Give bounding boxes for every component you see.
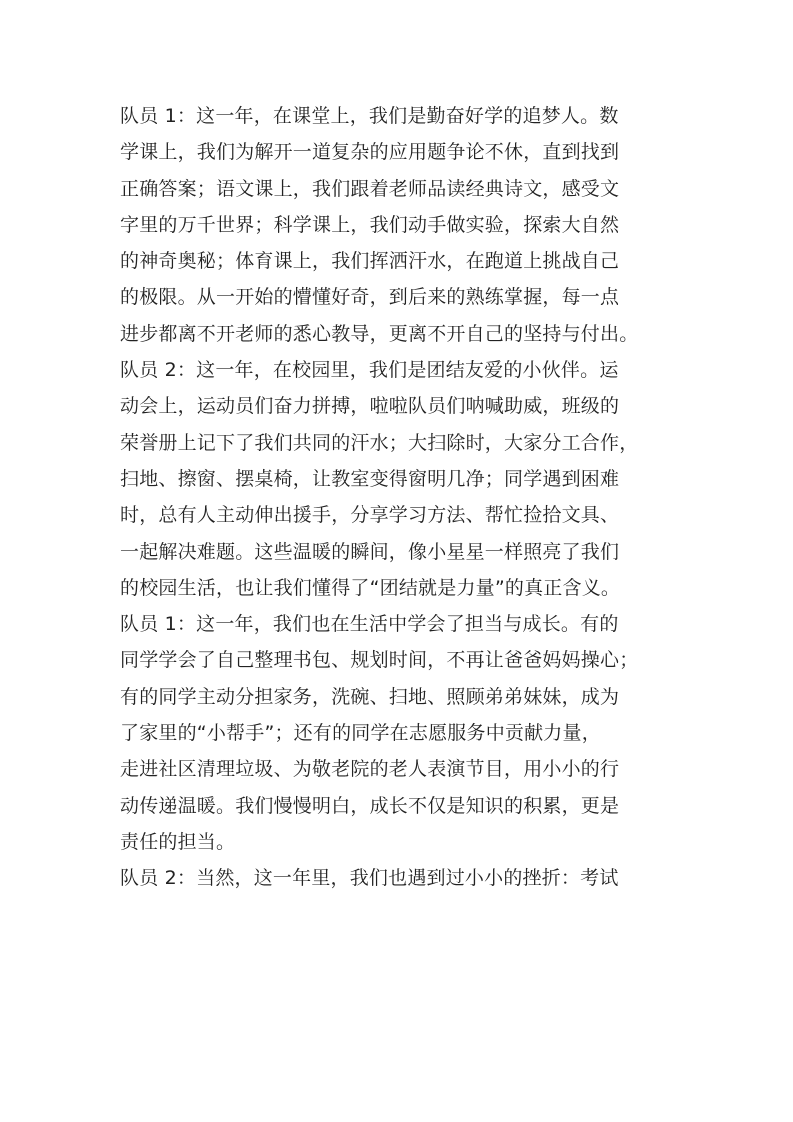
text-line: 的神奇奥秘；体育课上，我们挥洒汗水，在跑道上挑战自己 bbox=[120, 250, 620, 273]
text-line: 学课上，我们为解开一道复杂的应用题争论不休，直到找到 bbox=[120, 141, 620, 164]
text-line: 队员 2：这一年，在校园里，我们是团结友爱的小伙伴。运 bbox=[120, 359, 619, 382]
text-line: 队员 2：当然，这一年里，我们也遇到过小小的挫折：考试 bbox=[120, 867, 619, 890]
text-line: 字里的万千世界；科学课上，我们动手做实验，探索大自然 bbox=[120, 213, 620, 236]
body-text bbox=[120, 98, 680, 897]
text-line: 一起解决难题。这些温暖的瞬间，像小星星一样照亮了我们 bbox=[120, 540, 620, 563]
text-line: 的极限。从一开始的懵懂好奇，到后来的熟练掌握，每一点 bbox=[120, 286, 620, 309]
text-line: 同学学会了自己整理书包、规划时间，不再让爸爸妈妈操心； bbox=[120, 649, 639, 672]
text-line: 动会上，运动员们奋力拼搏，啦啦队员们呐喊助威，班级的 bbox=[120, 395, 620, 418]
text-line: 队员 1：这一年，我们也在生活中学会了担当与成长。有的 bbox=[120, 613, 619, 636]
text-line: 动传递温暖。我们慢慢明白，成长不仅是知识的积累，更是 bbox=[120, 794, 620, 817]
text-line: 有的同学主动分担家务，洗碗、扫地、照顾弟弟妹妹，成为 bbox=[120, 685, 620, 708]
text-line: 进步都离不开老师的悉心教导，更离不开自己的坚持与付出。 bbox=[120, 322, 639, 345]
text-line: 荣誉册上记下了我们共同的汗水；大扫除时，大家分工合作， bbox=[120, 431, 639, 454]
text-line: 了家里的“小帮手”；还有的同学在志愿服务中贡献力量， bbox=[120, 722, 601, 745]
text-line: 队员 1：这一年，在课堂上，我们是勤奋好学的追梦人。数 bbox=[120, 105, 619, 127]
text-line: 扫地、擦窗、摆桌椅，让教室变得窗明几净；同学遇到困难 bbox=[120, 467, 620, 490]
text-line: 责任的担当。 bbox=[120, 830, 236, 853]
text-line: 正确答案；语文课上，我们跟着老师品读经典诗文，感受文 bbox=[120, 177, 620, 200]
text-line: 的校园生活，也让我们懂得了“团结就是力量”的真正含义。 bbox=[120, 576, 621, 599]
text-line: 走进社区清理垃圾、为敬老院的老人表演节目，用小小的行 bbox=[120, 758, 620, 781]
text-line: 时，总有人主动伸出援手，分享学习方法、帮忙捡拾文具、 bbox=[120, 504, 620, 527]
